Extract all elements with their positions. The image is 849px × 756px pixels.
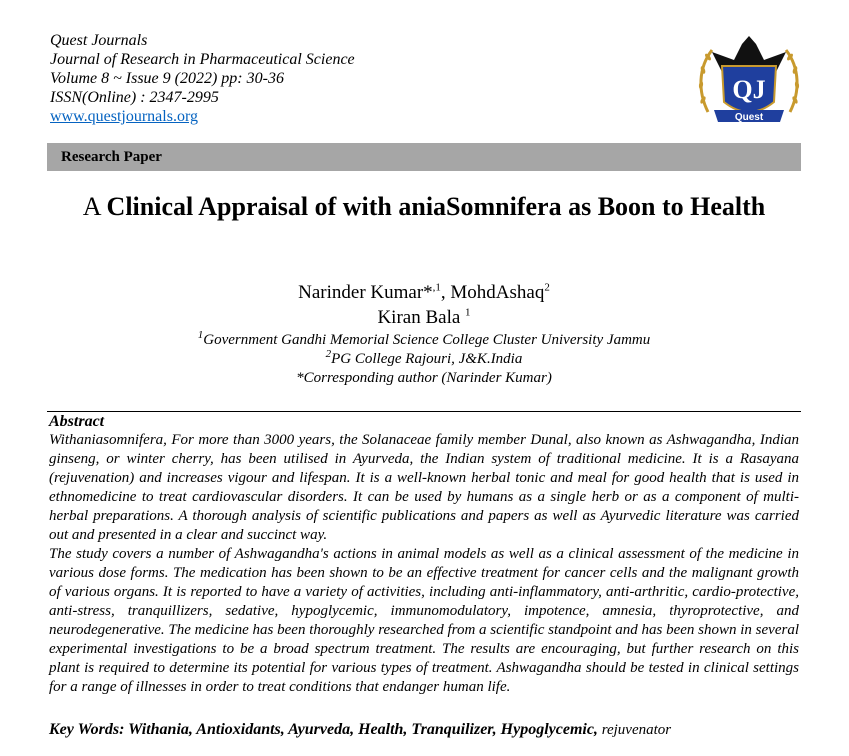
logo-text: Quest bbox=[734, 112, 764, 123]
author-2-affil-sup: 2 bbox=[544, 281, 550, 294]
authors-line-2 bbox=[47, 306, 801, 330]
journal-header bbox=[50, 31, 355, 126]
banner-label: Research Paper bbox=[61, 149, 162, 165]
keywords-label: Key Words: bbox=[49, 721, 129, 738]
affiliation-2-text: PG College Rajouri, J&K.India bbox=[331, 351, 523, 367]
author-1-affil-sup: ,1 bbox=[432, 281, 441, 294]
quest-journals-logo bbox=[694, 30, 804, 130]
abstract-section bbox=[49, 412, 799, 697]
abstract-paragraph-1: Withaniasomnifera, For more than 3000 years, the Solanaceae family member Dunal, also known as Ashwagandha, Indian ginseng, or winter cherry, has been utilised in Ayurveda, the Indian system of traditional medicine. It is a Rasayana (rejuvenation) and increases vigour and lifespan. It is a well-known herbal tonic and meal for good health that is used in ethnomedicine to treat cardiovascular disorders. It can be used by humans as a single herb or as a component of multi-herbal preparations. A thorough analysis of scientific publications and papers as well as Ayurvedic literature was carried out and presented in a clear and succinct way. bbox=[49, 432, 799, 543]
author-3: Kiran Bala bbox=[377, 307, 466, 328]
journal-url-link[interactable]: www.questjournals.org bbox=[50, 108, 198, 125]
corresponding-author-text: *Corresponding author (Narinder Kumar) bbox=[296, 370, 552, 386]
journal-issn: ISSN(Online) : 2347-2995 bbox=[50, 89, 219, 106]
title-main: Clinical Appraisal of with aniaSomnifera as Boon to Health bbox=[106, 192, 766, 221]
authors-line-1 bbox=[47, 281, 801, 305]
affiliation-2-sup: 2 bbox=[325, 348, 332, 360]
corresponding-author bbox=[47, 369, 801, 388]
journal-name: Journal of Research in Pharmaceutical Science bbox=[50, 51, 355, 68]
paper-title bbox=[47, 190, 801, 223]
keywords-bold: Withania, Antioxidants, Ayurveda, Health, Tranquilizer, Hypoglycemic, bbox=[128, 721, 598, 738]
affiliation-1-sup: 1 bbox=[197, 329, 204, 341]
section-banner bbox=[47, 143, 801, 171]
author-2: , MohdAshaq bbox=[440, 282, 545, 303]
abstract-paragraph-2: The study covers a number of Ashwagandha's actions in animal models as well as a clinical assessment of the medicine in various dose forms. The medication has been shown to be an effective treatment for cancer cells and the malignant growth of various organs. It is reported to have a variety of activities, including anti-inflammatory, anti-arthritic, cardio-protective, anti-stress, tranquillizers, sedative, hypoglycemic, immunomodulatory, impotence, amnesia, thyroprotective, and neurodegenerative. The medicine has been thoroughly researched from a scientific standpoint and has been shown in several experimental investigations to be a broad spectrum treatment. The results are encouraging, but further research on this plant is required to determine its potential for various types of treatment. Ashwagandha should be tested in clinical settings for a range of illnesses in order to treat conditions that endanger human life. bbox=[49, 546, 799, 695]
affiliation-1 bbox=[47, 331, 801, 350]
logo-letters: QJ bbox=[732, 75, 766, 104]
journal-volume: Volume 8 ~ Issue 9 (2022) pp: 30-36 bbox=[50, 70, 284, 87]
keywords-last: rejuvenator bbox=[597, 722, 672, 738]
affiliation-1-text: Government Gandhi Memorial Science College Cluster University Jammu bbox=[203, 332, 651, 348]
author-3-affil-sup: 1 bbox=[465, 306, 471, 319]
abstract-heading: Abstract bbox=[49, 413, 105, 430]
author-1: Narinder Kumar* bbox=[298, 282, 433, 303]
title-prefix: A bbox=[82, 192, 101, 221]
keywords-line bbox=[49, 721, 671, 739]
affiliation-2 bbox=[47, 350, 801, 369]
publisher-name: Quest Journals bbox=[50, 32, 148, 49]
